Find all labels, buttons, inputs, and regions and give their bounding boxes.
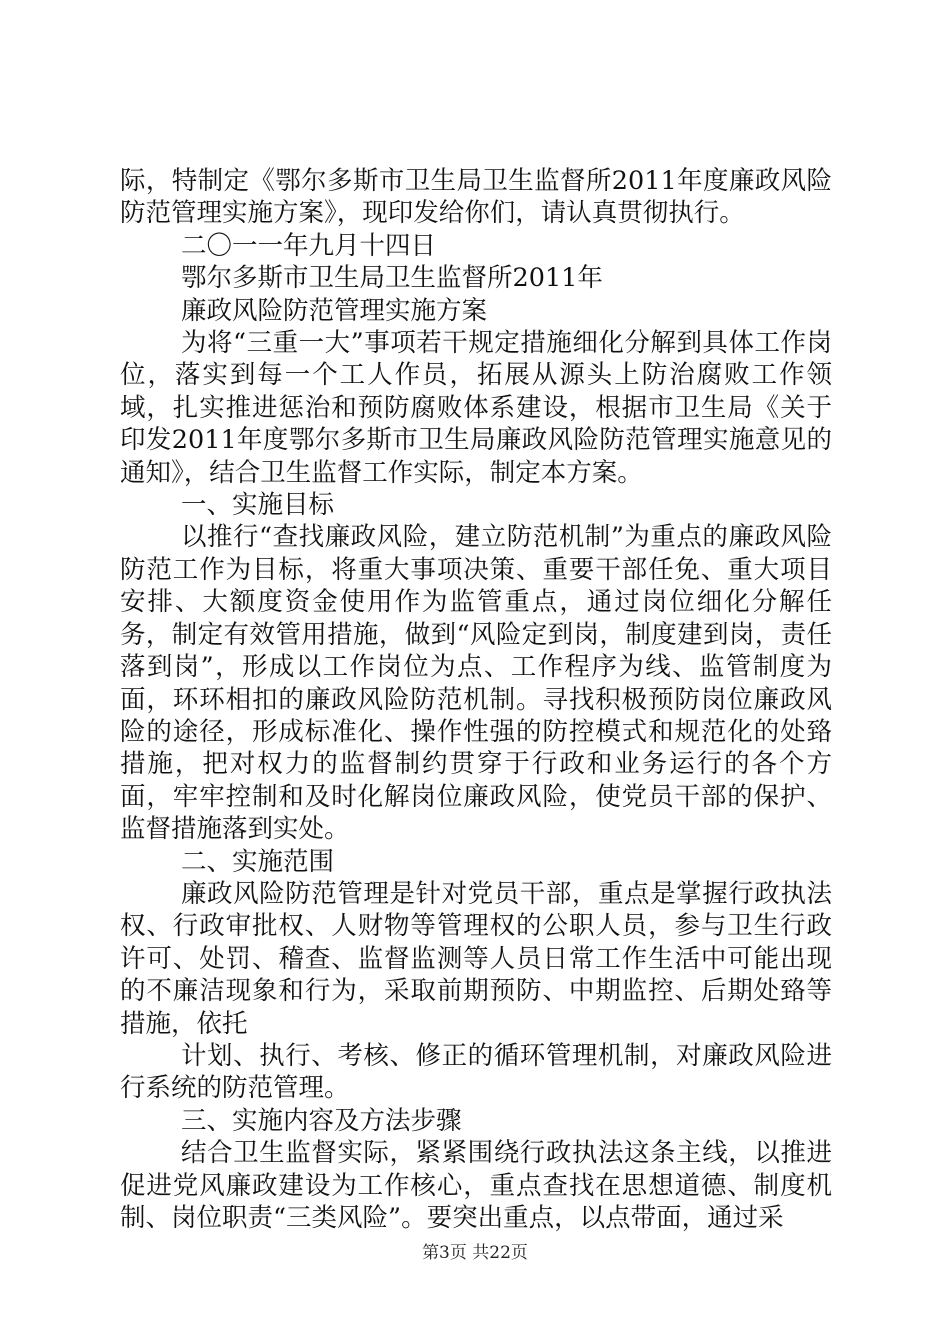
document-paragraph: 为将“三重一大”事项若干规定措施细化分解到具体工作岗位，落实到每一个工人作员，拓展从源头上防治腐败工作领域，扎实推进惩治和预防腐败体系建设，根据市卫生局《关于印发2011年度鄂尔多斯市卫生局廉政风险防范管理实施意见的通知》，结合卫生监督工作实际，制定本方案。	[120, 328, 832, 488]
document-line: 鄂尔多斯市卫生局卫生监督所2011年	[181, 263, 603, 294]
document-paragraph: 际，特制定《鄂尔多斯市卫生局卫生监督所2011年度廉政风险防范管理实施方案》，现印发给你们，请认真贯彻执行。	[120, 166, 832, 229]
document-line: 廉政风险防范管理实施方案	[181, 295, 488, 326]
document-line: 二〇一一年九月十四日	[181, 230, 437, 261]
document-line: 三、实施内容及方法步骤	[181, 1105, 462, 1136]
document-paragraph: 廉政风险防范管理是针对党员干部，重点是掌握行政执法权、行政审批权、人财物等管理权的公职人员，参与卫生行政许可、处罚、稽查、监督监测等人员日常工作生活中可能出现的不廉洁现象和行为，采取前期预防、中期监控、后期处臵等措施，依托	[120, 878, 832, 1039]
document-line: 二、实施范围	[181, 846, 335, 877]
document-paragraph: 计划、执行、考核、修正的循环管理机制，对廉政风险进行系统的防范管理。	[120, 1040, 832, 1104]
document-paragraph: 以推行“查找廉政风险，建立防范机制”为重点的廉政风险防范工作为目标，将重大事项决策、重要干部任免、重大项目安排、大额度资金使用作为监管重点，通过岗位细化分解任务，制定有效管用措施，做到“风险定到岗，制度建到岗，责任落到岗”，形成以工作岗位为点、工作程序为线、监管制度为面，环环相扣的廉政风险防范机制。寻找积极预防岗位廉政风险的途径，形成标准化、操作性强的防控模式和规范化的处臵措施，把对权力的监督制约贯穿于行政和业务运行的各个方面，牢牢控制和及时化解岗位廉政风险，使党员干部的保护、监督措施落到实处。	[120, 522, 832, 845]
document-line: 一、实施目标	[181, 490, 335, 521]
page-footer	[0, 1243, 950, 1263]
document-body	[120, 165, 832, 1234]
page-number: 第3页 共22页	[422, 1243, 528, 1263]
document-paragraph: 结合卫生监督实际，紧紧围绕行政执法这条主线，以推进促进党风廉政建设为工作核心，重点查找在思想道德、制度机制、岗位职责“三类风险”。要突出重点，以点带面，通过采	[120, 1138, 832, 1233]
